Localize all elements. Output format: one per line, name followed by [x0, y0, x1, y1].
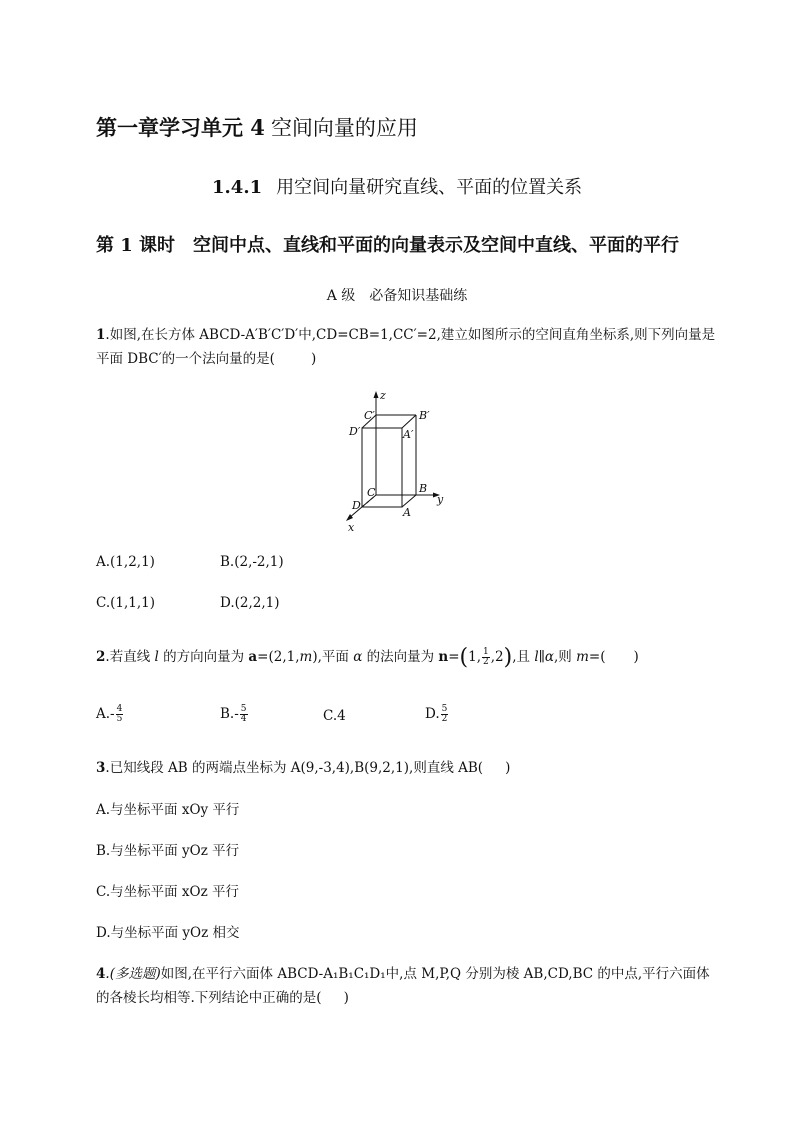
section-title: 用空间向量研究直线、平面的位置关系: [276, 177, 583, 198]
question-4: [96, 962, 710, 1010]
q2-n-fraction: $\frac{1}{2}$: [483, 647, 489, 667]
question-4-tag: .(多选题): [105, 966, 161, 982]
q2-var-m: m: [576, 649, 589, 665]
question-2-number: 2: [96, 649, 106, 665]
label-d1: D′: [349, 425, 361, 438]
z-axis-arrow: [374, 391, 379, 398]
question-3-number: 3: [96, 760, 106, 776]
q1-option-d[interactable]: D.(2,2,1): [220, 595, 280, 611]
unit-title: 空间向量的应用: [270, 116, 418, 140]
question-4-number: 4: [96, 966, 106, 982]
q3-option-c[interactable]: C.与坐标平面 xOz 平行: [96, 884, 240, 900]
question-1-line1: .如图,在长方体 ABCD-A′B′C′D′中,CD=CB=1,CC′=2,建立如图所示的空间直角坐标系,则下列向量是: [105, 327, 716, 343]
label-y: y: [437, 493, 444, 506]
section-heading: [212, 173, 582, 199]
q2-vector-n: n: [438, 649, 449, 665]
q2-close: ): [633, 649, 639, 665]
label-b: B: [419, 482, 428, 495]
q2-option-a[interactable]: A.- $\frac{4}{5}$: [96, 704, 123, 724]
q1-option-a[interactable]: A.(1,2,1): [96, 554, 155, 570]
label-c1: C′: [364, 409, 375, 422]
label-d: D: [352, 499, 361, 512]
q2-relation: l∥α: [534, 649, 555, 665]
question-3-text: .已知线段 AB 的两端点坐标为 A(9,-3,4),B(9,2,1),则直线 AB(: [105, 760, 484, 776]
label-a1: A′: [403, 428, 414, 441]
chapter-label: 第一章学习单元 4: [96, 115, 265, 140]
label-z: z: [380, 389, 386, 402]
label-c: C: [367, 486, 376, 499]
q2-text: ,则: [554, 649, 577, 665]
q2-text: .若直线: [105, 649, 155, 665]
question-1: [96, 323, 715, 371]
question-3: [96, 756, 510, 780]
q2-var-alpha: α: [353, 649, 363, 665]
q2-n-first: 1,: [468, 649, 482, 665]
lesson-title: 第 1 课时 空间中点、直线和平面的向量表示及空间中直线、平面的平行: [96, 235, 680, 256]
q2-text: 的方向向量为: [158, 649, 249, 665]
q2-var-m: m: [299, 649, 313, 665]
q2-vector-a: a: [248, 649, 258, 665]
cuboid-figure: [340, 385, 460, 535]
q2-text: =(2,1,: [257, 649, 300, 665]
label-x: x: [348, 521, 355, 534]
label-a: A: [403, 506, 411, 519]
question-1-close: ): [310, 351, 317, 367]
q3-close: ): [505, 760, 511, 776]
q2-text: =(: [588, 649, 606, 665]
edge-a1-b1: [402, 415, 416, 428]
question-1-number: 1: [96, 327, 106, 343]
q2-text: ,且: [512, 649, 535, 665]
q2-text: ),平面: [312, 649, 354, 665]
q2-option-b[interactable]: B.- $\frac{5}{4}$: [220, 704, 247, 724]
level-heading: A 级 必备知识基础练: [326, 288, 468, 304]
q1-option-c[interactable]: C.(1,1,1): [96, 595, 156, 611]
label-b1: B′: [419, 409, 430, 422]
q1-option-b[interactable]: B.(2,-2,1): [220, 554, 284, 570]
q3-option-b[interactable]: B.与坐标平面 yOz 平行: [96, 843, 240, 859]
question-2: 2.若直线 l 的方向向量为 a=(2,1,m),平面 α 的法向量为 n=(1, $\frac{1}{2}$ ,2),且 l∥α,则 m=( ): [96, 645, 639, 670]
q2-n-last: ,2: [490, 649, 504, 665]
question-4-line1: 如图,在平行六面体 ABCD-A₁B₁C₁D₁中,点 M,P,Q 分别为棱 AB,CD,BC 的中点,平行六面体: [160, 966, 710, 982]
q2-var-l: l: [154, 649, 159, 665]
q3-option-a[interactable]: A.与坐标平面 xOy 平行: [96, 802, 240, 818]
section-number: 1.4.1: [212, 177, 263, 198]
q2-text: =: [448, 649, 460, 665]
question-4-line2: 的各棱长均相等.下列结论中正确的是(: [96, 990, 322, 1006]
q2-option-c[interactable]: C.4: [323, 708, 346, 724]
q2-text: 的法向量为: [362, 649, 439, 665]
chapter-heading: [96, 112, 418, 142]
q4-close: ): [343, 990, 349, 1006]
question-1-line2: 平面 DBC′的一个法向量的是(: [96, 351, 275, 367]
q3-option-d[interactable]: D.与坐标平面 yOz 相交: [96, 925, 240, 941]
q2-option-d[interactable]: D. $\frac{5}{2}$: [425, 704, 448, 724]
